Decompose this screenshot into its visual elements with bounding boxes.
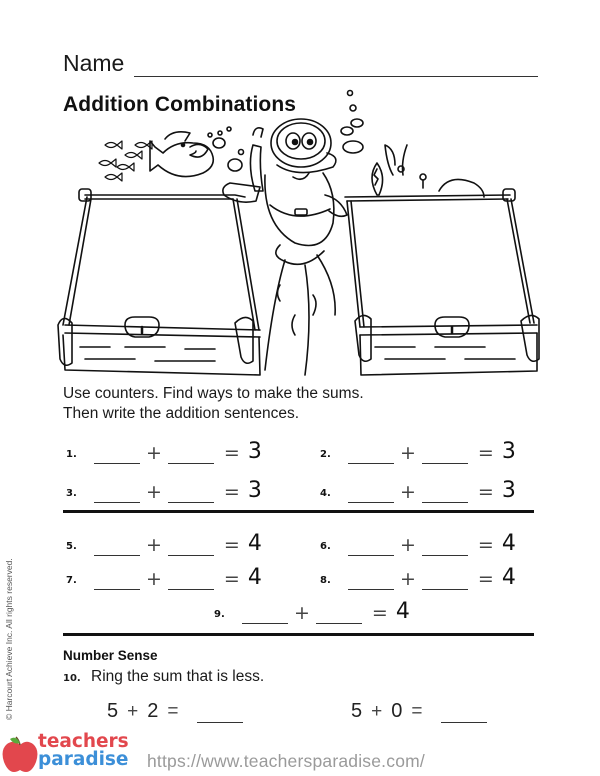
seaweed-icon	[372, 145, 484, 197]
equals-sign: =	[167, 701, 179, 722]
section-divider	[63, 633, 534, 636]
sum-value: 4	[247, 565, 262, 590]
addend-2-blank[interactable]	[316, 604, 362, 624]
question-text: Ring the sum that is less.	[91, 668, 265, 685]
plus-sign: +	[371, 701, 383, 722]
treasure-chest-left-icon	[58, 189, 260, 375]
addend-a: 5	[351, 700, 363, 722]
equals-sign: =	[223, 568, 240, 590]
fish-school-icon	[99, 141, 152, 181]
problem-1	[66, 438, 262, 464]
instructions-line-2: Then write the addition sentences.	[63, 405, 300, 422]
sum-value: 4	[501, 565, 516, 590]
equals-sign: =	[477, 481, 494, 503]
question-10	[63, 668, 264, 686]
plus-sign: +	[127, 701, 139, 722]
answer-blank[interactable]	[197, 703, 243, 723]
addend-1-blank[interactable]	[94, 444, 140, 464]
section-divider	[63, 510, 534, 513]
addend-b: 0	[391, 700, 403, 722]
instructions	[63, 384, 364, 424]
answer-blank[interactable]	[441, 703, 487, 723]
equals-sign: =	[371, 602, 388, 624]
logo-wordmark	[38, 733, 129, 769]
addend-1-blank[interactable]	[348, 536, 394, 556]
sum-value: 3	[501, 439, 516, 464]
addend-1-blank[interactable]	[348, 483, 394, 503]
treasure-chest-illustration	[55, 85, 545, 380]
copyright-notice: © Harcourt Achieve Inc. All rights reserved.	[4, 558, 14, 720]
problem-7	[66, 564, 262, 590]
sum-expression-2[interactable]	[351, 700, 487, 723]
addend-1-blank[interactable]	[348, 570, 394, 590]
instructions-line-1: Use counters. Find ways to make the sums.	[63, 385, 364, 402]
addend-2-blank[interactable]	[422, 570, 468, 590]
addend-2-blank[interactable]	[422, 483, 468, 503]
sum-expression-1[interactable]	[107, 700, 243, 723]
problem-number: 6.	[320, 541, 331, 552]
sum-value: 4	[395, 599, 410, 624]
name-input-line[interactable]	[134, 76, 538, 77]
addend-2-blank[interactable]	[168, 444, 214, 464]
question-number: 10.	[63, 673, 81, 684]
equals-sign: =	[477, 568, 494, 590]
problem-8	[320, 564, 516, 590]
problem-number: 3.	[66, 488, 77, 499]
problem-6	[320, 530, 516, 556]
equals-sign: =	[411, 701, 423, 722]
problem-number: 9.	[214, 609, 225, 620]
plus-sign: +	[400, 568, 416, 590]
equals-sign: =	[223, 442, 240, 464]
problem-9	[214, 598, 410, 624]
website-url[interactable]: https://www.teachersparadise.com/	[147, 751, 425, 771]
addend-1-blank[interactable]	[348, 444, 394, 464]
problem-3	[66, 477, 262, 503]
problem-number: 8.	[320, 575, 331, 586]
addend-a: 5	[107, 700, 119, 722]
addend-2-blank[interactable]	[422, 444, 468, 464]
name-label: Name	[63, 50, 125, 76]
equals-sign: =	[223, 481, 240, 503]
addend-2-blank[interactable]	[168, 570, 214, 590]
addend-2-blank[interactable]	[168, 483, 214, 503]
equals-sign: =	[223, 534, 240, 556]
problem-2	[320, 438, 516, 464]
problem-4	[320, 477, 516, 503]
equals-sign: =	[477, 534, 494, 556]
addend-b: 2	[147, 700, 159, 722]
problem-number: 2.	[320, 449, 331, 460]
plus-sign: +	[146, 442, 162, 464]
sum-value: 4	[501, 531, 516, 556]
addend-2-blank[interactable]	[168, 536, 214, 556]
problem-5	[66, 530, 262, 556]
plus-sign: +	[400, 442, 416, 464]
apple-icon	[2, 735, 38, 773]
sum-value: 4	[247, 531, 262, 556]
sum-value: 3	[501, 478, 516, 503]
addend-1-blank[interactable]	[94, 536, 140, 556]
plus-sign: +	[294, 602, 310, 624]
sum-value: 3	[247, 439, 262, 464]
plus-sign: +	[146, 568, 162, 590]
addend-1-blank[interactable]	[94, 570, 140, 590]
plus-sign: +	[146, 534, 162, 556]
plus-sign: +	[400, 481, 416, 503]
logo-text-paradise: paradise	[38, 749, 129, 770]
equals-sign: =	[477, 442, 494, 464]
fish-icon	[150, 132, 213, 177]
logo-text-teachers: teachers	[38, 731, 129, 752]
addend-1-blank[interactable]	[94, 483, 140, 503]
treasure-chest-right-icon	[345, 189, 539, 375]
sum-value: 3	[247, 478, 262, 503]
problem-number: 1.	[66, 449, 77, 460]
addend-1-blank[interactable]	[242, 604, 288, 624]
number-sense-title: Number Sense	[63, 648, 158, 663]
page-title: Addition Combinations	[63, 93, 297, 116]
problem-number: 4.	[320, 488, 331, 499]
plus-sign: +	[146, 481, 162, 503]
teachers-paradise-logo[interactable]	[2, 731, 129, 775]
bubbles-icon	[208, 91, 363, 172]
problem-number: 5.	[66, 541, 77, 552]
addend-2-blank[interactable]	[422, 536, 468, 556]
problem-number: 7.	[66, 575, 77, 586]
plus-sign: +	[400, 534, 416, 556]
